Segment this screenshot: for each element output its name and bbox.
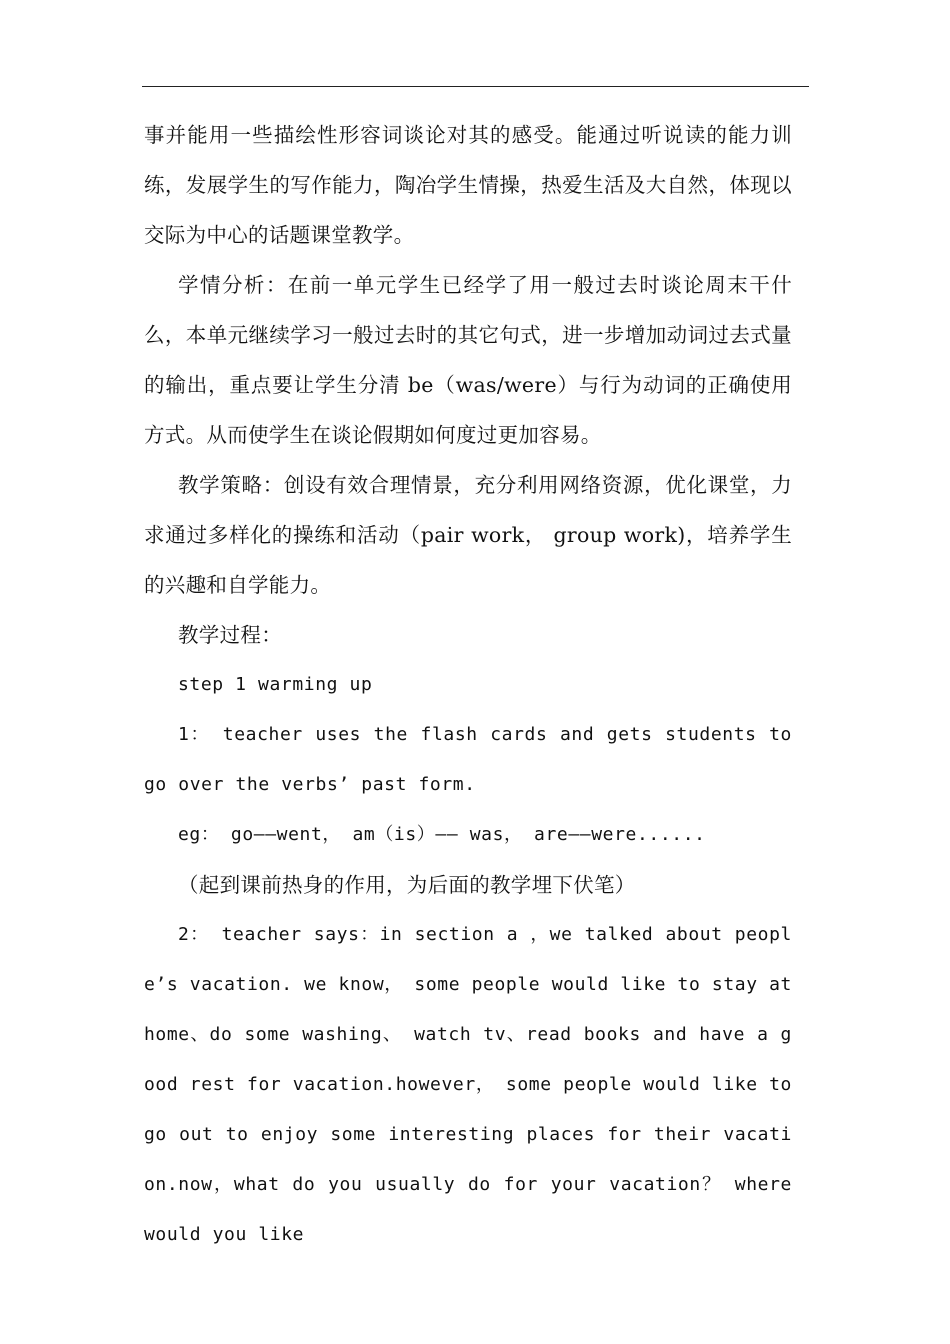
paragraph-step-1-item-1: 1： teacher uses the flash cards and gets students to go over the verbs’ past form. bbox=[144, 724, 792, 795]
paragraph-teaching-process-heading: 教学过程： bbox=[178, 623, 282, 647]
document-body bbox=[144, 110, 792, 1260]
paragraph-step-1-heading: step 1 warming up bbox=[178, 674, 373, 695]
paragraph-teaching-strategy: 教学策略：创设有效合理情景，充分利用网络资源，优化课堂，力求通过多样化的操练和活动（pair work， group work)，培养学生的兴趣和自学能力。 bbox=[144, 473, 792, 597]
header-rule bbox=[142, 86, 809, 87]
paragraph-step-1-item-2: 2： teacher says：in section a ，we talked about people’s vacation. we know， some people would like to stay at home、do some washing、 watch tv、read books and have a good rest for vacation.however， some people would like to go out to enjoy some interesting places for their vacation.now，what do you usually do for your vacation？ where would you like bbox=[144, 924, 792, 1245]
paragraph-verb-examples: eg： go——went， am（is）—— was， are——were...... bbox=[178, 824, 706, 845]
paragraph-warmup-note: （起到课前热身的作用，为后面的教学埋下伏笔） bbox=[178, 873, 636, 897]
paragraph-objectives-continued: 事并能用一些描绘性形容词谈论对其的感受。能通过听说读的能力训练，发展学生的写作能力，陶冶学生情操，热爱生活及大自然，体现以交际为中心的话题课堂教学。 bbox=[144, 123, 792, 247]
paragraph-student-analysis: 学情分析：在前一单元学生已经学了用一般过去时谈论周末干什么，本单元继续学习一般过去时的其它句式，进一步增加动词过去式量的输出，重点要让学生分清 be（was/were）与行为动词的正确使用方式。从而使学生在谈论假期如何度过更加容易。 bbox=[144, 273, 792, 447]
